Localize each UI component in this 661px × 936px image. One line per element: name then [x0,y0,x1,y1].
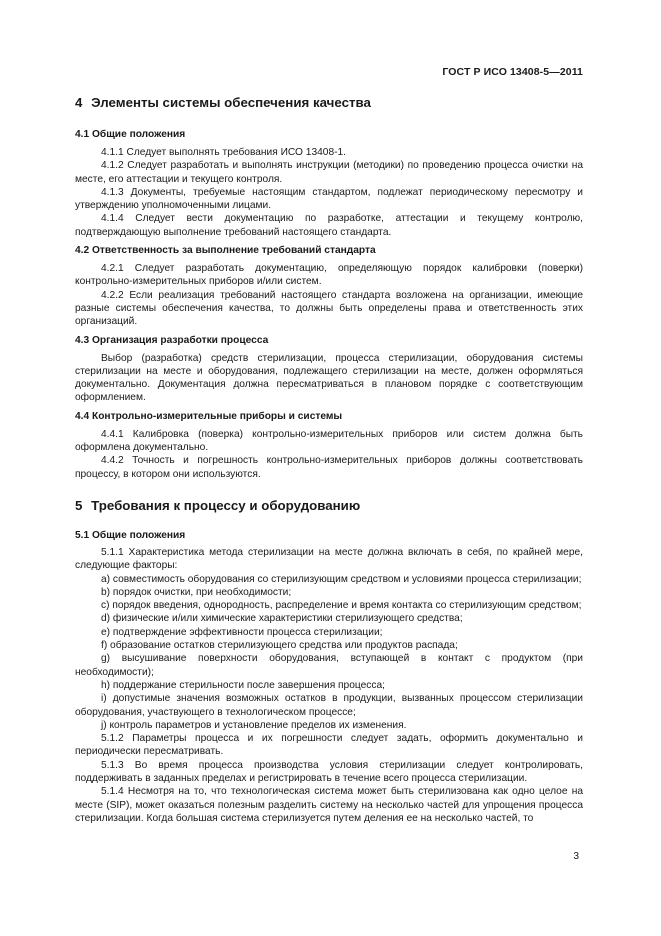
factor-list [75,573,583,733]
list-item: j) контроль параметров и установление пределов их изменения. [101,719,407,731]
paragraph-4-3: Выбор (разработка) средств стерилизации, процесса стерилизации, оборудования системы стерилизации на месте и оборудования, подлежащего стерилизации на месте, должен оформляться документально. Документация должна пересматриваться в плановом порядке с соответствующим оформлением. [75,352,583,404]
list-item: e) подтверждение эффективности процесса стерилизации; [101,626,383,638]
section-4-heading [75,95,583,111]
paragraph-5-1-1: 5.1.1 Характеристика метода стерилизации на месте должна включать в себя, по крайней мере, следующие факторы: [75,546,583,572]
list-item: d) физические и/или химические характеристики стерилизующего средства; [101,613,463,625]
page-number: 3 [573,851,579,862]
subsection-4-2-heading: 4.2 Ответственность за выполнение требований стандарта [75,245,376,257]
paragraph-4-1-1: 4.1.1 Следует выполнять требования ИСО 13408-1. [101,147,347,158]
paragraph-4-2-1: 4.2.1 Следует разработать документацию, определяющую порядок калибровки (поверки) контрольно-измерительных приборов и/или систем. [75,263,583,288]
list-item: g) высушивание поверхности оборудования, вступающей в контакт с продуктом (при необходимости); [75,653,583,678]
list-item: a) совместимость оборудования со стерилизующим средством и условиями процесса стерилизации; [101,573,582,585]
paragraph-4-1-2: 4.1.2 Следует разработать и выполнять инструкции (методики) по проведению процесса очистки на месте, его аттестации и текущего контроля. [75,160,583,185]
list-item: f) образование остатков стерилизующего средства или продуктов распада; [101,640,458,652]
subsection-4-3-heading: 4.3 Организация разработки процесса [75,334,269,346]
subsection-4-1-heading: 4.1 Общие положения [75,129,186,140]
paragraph-4-4-1: 4.4.1 Калибровка (поверка) контрольно-измерительных приборов или систем должна быть оформлена документально. [75,428,583,454]
list-item: i) допустимые значения возможных остатков в продукции, вызванных процессом стерилизации оборудования, участвующего в технологическом процессе; [75,693,583,718]
paragraph-5-1-2: 5.1.2 Параметры процесса и их погрешности следует задать, оформить документально и периодически пересматривать. [75,733,583,758]
document-header: ГОСТ Р ИСО 13408-5—2011 [442,66,583,78]
paragraph-5-1-4: 5.1.4 Несмотря на то, что технологическая система может быть стерилизована как одно целое на месте (SIP), может оказаться полезным разделить систему на несколько частей для упрощения процесса стерилизации. Когда большая система стерилизуется путем деления ее на несколько частей, то [75,786,583,824]
section-title: Требования к процессу и оборудованию [91,497,361,513]
section-5-heading [75,498,583,514]
subsection-5-1-heading: 5.1 Общие положения [75,529,186,541]
paragraph-4-1-3: 4.1.3 Документы, требуемые настоящим стандартом, подлежат периодическому пересмотру и утверждению уполномоченными лицами. [75,186,583,212]
list-item: c) порядок введения, однородность, распределение и время контакта со стерилизующим средством; [101,600,582,612]
paragraph-5-1-3: 5.1.3 Во время процесса производства условия стерилизации следует контролировать, поддерживать в заданных пределах и регистрировать в течение всего процесса стерилизации. [75,759,583,784]
paragraph-4-1-4: 4.1.4 Следует вести документацию по разработке, аттестации и текущему контролю, подтверждающую выполнение требований настоящего стандарта. [75,213,583,238]
document-body [75,95,583,825]
section-number: 5 [75,497,83,513]
subsection-4-4-heading: 4.4 Контрольно-измерительные приборы и системы [75,410,343,422]
section-title: Элементы системы обеспечения качества [91,95,371,110]
list-item: h) поддержание стерильности после завершения процесса; [101,679,385,691]
section-number: 4 [75,95,83,110]
paragraph-4-2-2: 4.2.2 Если реализация требований настоящего стандарта возложена на организации, имеющие разные системы обеспечения качества, то должны быть определены права и ответственность этих организаций. [75,289,583,328]
paragraph-4-4-2: 4.4.2 Точность и погрешность контрольно-измерительных приборов должны соответствовать процессу, в котором они используются. [75,455,583,480]
list-item: b) порядок очистки, при необходимости; [101,586,292,598]
